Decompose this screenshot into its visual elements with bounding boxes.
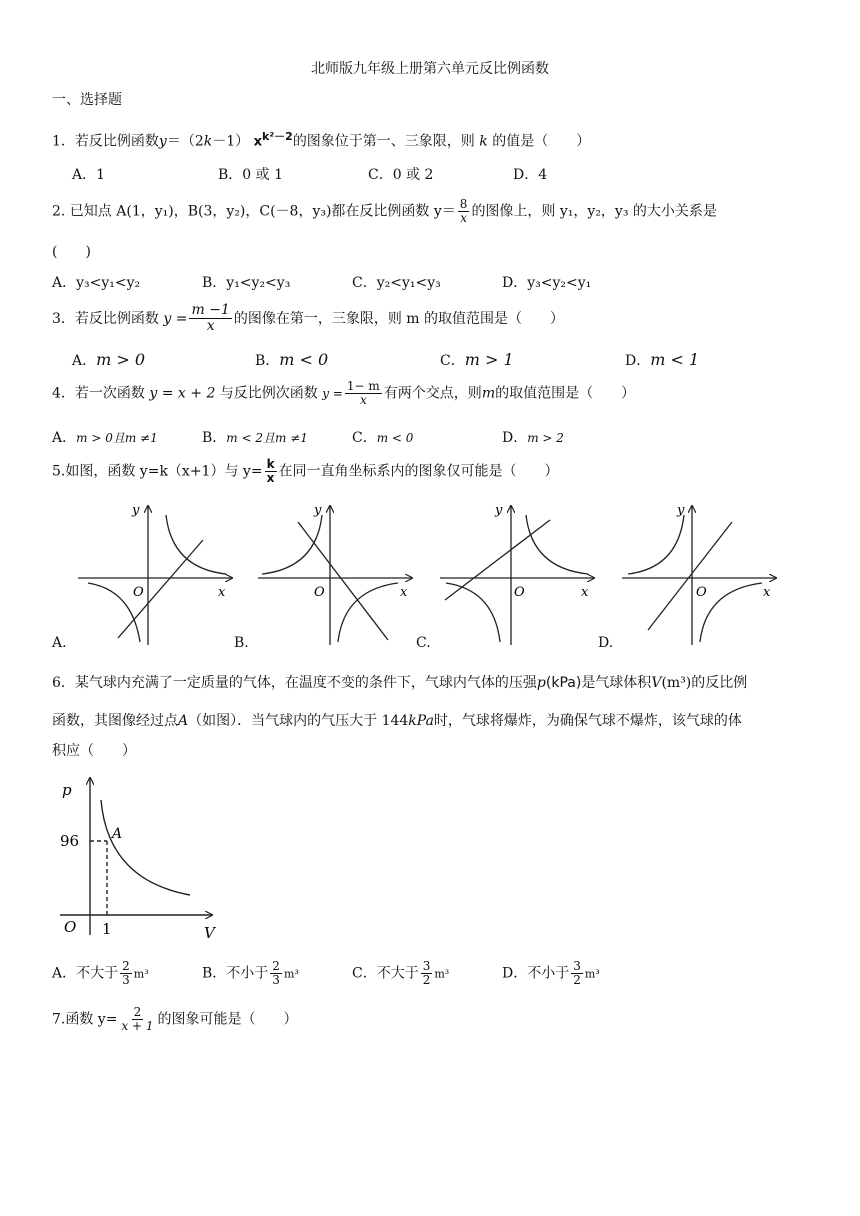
q1-option-b[interactable]: B．0 或 1 (218, 167, 284, 183)
q2-frac-num: 8 (459, 197, 468, 211)
q6-origin: O (64, 918, 77, 936)
q6-option-b-den: 3 (272, 973, 280, 988)
q4-var: m (481, 385, 496, 402)
q6-v-label: V (204, 924, 215, 942)
q2-option-a[interactable]: A．y₃<y₁<y₂ (52, 275, 141, 291)
graph-c[interactable] (440, 506, 594, 645)
q1-y: y (158, 133, 167, 150)
q6-option-d-frac (571, 960, 583, 987)
q6-x-tick: 1 (102, 920, 112, 938)
graph-a-origin: O (133, 585, 144, 600)
q1-stem-h: 的值是（ ） (492, 133, 591, 150)
q3-frac-num: m −1 (191, 302, 230, 318)
q4-stem-d: 的取值范围是（ ） (495, 385, 636, 402)
question-6-line-3: 积应（ ） (52, 743, 136, 759)
q6-graph (60, 778, 212, 935)
q3-lhs: y = (163, 310, 188, 327)
q2-frac-den: x (460, 211, 467, 226)
q6-option-d-num: 3 (573, 959, 581, 973)
q3-option-b-label: B． (255, 353, 280, 369)
q6-unit-m3: (m³) (661, 675, 692, 691)
q3-frac-den: x (206, 318, 215, 335)
q1-option-a[interactable]: A．1 (72, 167, 106, 183)
q1-option-d[interactable]: D．4 (513, 167, 548, 183)
q6-option-c-den: 2 (422, 973, 431, 988)
q3-option-d-label: D． (625, 353, 651, 369)
q1-stem-f: 的图象位于第一、三象限，则 (292, 133, 475, 150)
q4-frac-num: 1− m (346, 379, 380, 393)
q6-option-b-num: 2 (272, 959, 280, 973)
q6-option-c-num: 3 (422, 959, 431, 973)
q5-frac-num: k (266, 457, 275, 471)
q4-stem-c: 有两个交点，则 (383, 385, 482, 402)
q6-option-a-unit: m³ (133, 967, 149, 981)
q1-stem-e: －1） (212, 133, 250, 150)
q6-option-c[interactable] (352, 960, 449, 987)
q6-l1-a: 6．某气球内充满了一定质量的气体，在温度不变的条件下，气球内气体的压强 (52, 675, 537, 691)
q6-v-var: V (651, 675, 662, 691)
q7-stem-b: 的图象可能是（ ） (157, 1011, 298, 1028)
graph-c-line (445, 520, 550, 600)
q4-option-b-label: B． (202, 430, 227, 446)
q1-power-base: x (253, 134, 263, 150)
q3-option-a-label: A． (72, 353, 97, 369)
graph-b-y-label: y (314, 503, 322, 518)
q6-point-a: A (112, 826, 123, 842)
q6-option-d-unit: m³ (584, 967, 600, 981)
question-6-line-2 (52, 710, 742, 730)
q6-kpa: kPa (408, 713, 434, 729)
q7-stem-a: 7.函数 y= (52, 1011, 118, 1028)
graph-c-origin: O (514, 585, 525, 600)
q5-option-b[interactable]: B. (234, 635, 249, 651)
graph-d-origin: O (696, 585, 707, 600)
q1-stem-a: 1．若反比例函数 (52, 133, 159, 150)
q6-option-b-frac (270, 960, 282, 987)
q2-stem-a: 2. 已知点 A(1，y₁)，B(3，y₂)，C(－8，y₃)都在反比例函数 y＝ (52, 203, 456, 220)
q7-frac-den: x + 1 (121, 1019, 154, 1034)
q4-frac-den: x (359, 393, 367, 408)
graph-a-hyperbola-q1 (166, 515, 226, 574)
graph-b-origin: O (314, 585, 325, 600)
graph-b[interactable] (258, 506, 412, 645)
q6-option-a-den: 3 (122, 973, 130, 988)
graph-c-y-label: y (495, 503, 503, 518)
q4-option-d-expr: m > 2 (527, 431, 564, 445)
q3-option-d-expr: m < 1 (650, 350, 700, 369)
q2-paren: ( ) (52, 244, 91, 260)
q5-option-d[interactable]: D. (598, 635, 614, 651)
question-6-line-1 (52, 672, 747, 692)
question-7 (52, 1006, 298, 1033)
q4-option-d-label: D． (502, 430, 528, 446)
graph-a[interactable] (78, 506, 232, 645)
q3-stem-a: 3．若反比例函数 (52, 310, 159, 327)
q6-l1-c: 的反比例 (691, 675, 748, 691)
q1-k: k (203, 133, 213, 150)
q6-p-label: p (62, 781, 72, 799)
q7-fraction (119, 1006, 155, 1033)
q2-stem-b: 的图像上，则 y₁，y₂，y₃ 的大小关系是 (471, 203, 717, 220)
q4-option-c-expr: m < 0 (376, 431, 414, 445)
q6-option-d-label: D．不小于 (502, 965, 570, 982)
q6-option-b[interactable] (202, 960, 299, 987)
q6-option-a-frac (120, 960, 132, 987)
q6-option-d[interactable] (502, 960, 600, 987)
q3-option-c-expr: m > 1 (464, 350, 514, 369)
q4-lhs: y = (322, 386, 343, 401)
q7-frac-num: 2 (133, 1005, 142, 1019)
graph-d-line (648, 522, 732, 630)
graph-b-hyperbola-q2 (262, 515, 322, 574)
graph-d-x-label: x (763, 585, 771, 600)
graph-b-hyperbola-q4 (338, 583, 398, 642)
q6-option-c-label: C．不大于 (352, 965, 419, 982)
q1-option-c[interactable]: C．0 或 2 (368, 167, 434, 183)
q6-option-d-den: 2 (573, 973, 581, 988)
q1-k2: k (479, 133, 488, 150)
q6-y-tick: 96 (60, 832, 80, 850)
q6-a-var: A (178, 713, 189, 729)
q4-option-c-label: C． (352, 430, 377, 446)
q5-stem-b: 在同一直角坐标系内的图象仅可能是（ ） (278, 463, 559, 480)
q6-option-b-label: B．不小于 (202, 965, 269, 982)
q4-linear-expr: y = x + 2 (149, 385, 216, 402)
q6-l2-c: 时，气球将爆炸，为确保气球不爆炸，该气球的体 (433, 713, 742, 729)
graph-a-y-label: y (132, 503, 140, 518)
q5-stem-a: 5.如图，函数 y=k（x+1）与 y= (52, 463, 263, 480)
q3-option-c-label: C． (440, 353, 465, 369)
q4-stem-a: 4．若一次函数 (52, 385, 145, 402)
graph-c-x-label: x (581, 585, 589, 600)
q1-power-exp: k²－2 (262, 130, 293, 143)
page-title: 北师版九年级上册第六单元反比例函数 (311, 61, 549, 77)
q6-option-b-unit: m³ (283, 967, 299, 981)
q6-p-var: p (536, 675, 546, 691)
graph-a-x-label: x (218, 585, 226, 600)
q6-option-a[interactable] (52, 960, 149, 987)
graph-d-hyperbola-q2 (628, 515, 684, 574)
q3-option-a-expr: m > 0 (96, 350, 146, 369)
q3-stem-b: 的图像在第一，三象限，则 m 的取值范围是（ ） (233, 310, 565, 327)
q5-frac-den: x (266, 471, 275, 486)
q1-stem-c: ＝（2 (166, 133, 204, 150)
graph-d-hyperbola-q4 (700, 583, 762, 642)
graph-d[interactable] (622, 506, 776, 645)
q4-option-b-expr: m < 2且m ≠1 (226, 431, 308, 445)
graph-c-hyperbola-q3 (446, 583, 500, 642)
q6-option-c-unit: m³ (434, 967, 450, 981)
q6-option-a-label: A．不大于 (52, 965, 119, 982)
graph-a-line (118, 540, 203, 638)
q5-option-a[interactable]: A. (52, 635, 67, 651)
q6-option-a-num: 2 (122, 959, 130, 973)
q3-option-b-expr: m < 0 (279, 350, 329, 369)
graph-d-y-label: y (677, 503, 685, 518)
q6-option-c-frac (421, 960, 433, 987)
q4-option-a-label: A． (52, 430, 77, 446)
q6-curve (101, 800, 190, 895)
section-heading: 一、选择题 (52, 92, 122, 108)
q6-unit-kpa: (kPa) (545, 675, 582, 691)
q2-option-d[interactable]: D．y₃<y₂<y₁ (502, 275, 592, 291)
q6-l2-b: （如图）．当气球内的气压大于 144 (188, 713, 409, 729)
q6-l2-a: 函数，其图像经过点 (52, 713, 178, 729)
graph-b-x-label: x (400, 585, 408, 600)
q4-stem-b: 与反比例次函数 (219, 385, 318, 402)
graph-c-hyperbola-q1 (526, 515, 588, 574)
q5-option-c[interactable]: C. (416, 635, 431, 651)
q6-l1-b: 是气球体积 (581, 675, 652, 691)
q2-option-b[interactable]: B．y₁<y₂<y₃ (202, 275, 291, 291)
q2-option-c[interactable]: C．y₂<y₁<y₃ (352, 275, 441, 291)
q4-option-a-expr: m > 0且m ≠1 (76, 431, 158, 445)
